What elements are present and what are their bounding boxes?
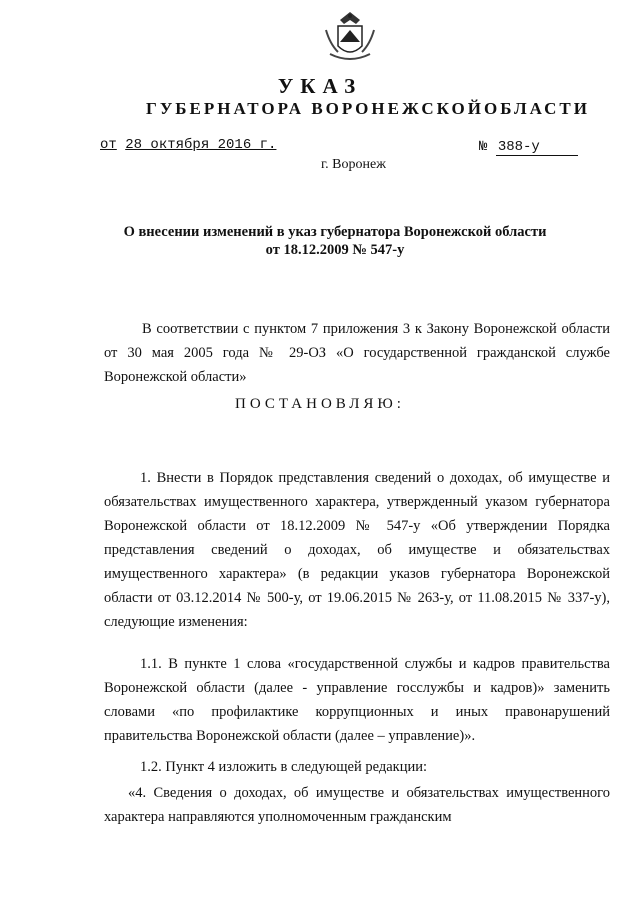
paragraph-1-2: 1.2. Пункт 4 изложить в следующей редакции: [140,759,428,775]
number-value: 388-у [496,139,578,156]
paragraph-1: 1. Внести в Порядок представления сведений о доходах, об имуществе и обязательствах имущественного характера, утвержденный указом губернатора Воронежской области от 18.12.2009 № 547-у «Об утверждении Порядка представления сведений о доходах, об имуществе и обязательствах имущественного характера» (в редакции указов губернатора Воронежской области от 03.12.2014 № 500-у, от 19.06.2015 № 263-у, от 11.08.2015 № 337-у), следующие изменения: [104,470,610,630]
decree-number [479,139,578,156]
decree-date [100,137,276,153]
preamble-paragraph: В соответствии с пунктом 7 приложения 3 к Закону Воронежской области от 30 мая 2005 года № 29-ОЗ «О государственной гражданской службе Воронежской области» [104,321,610,385]
date-value: 28 октября 2016 г. [125,137,277,153]
resolve-heading: ПОСТАНОВЛЯЮ: [235,396,405,412]
decree-title: УКАЗ [277,74,363,98]
decree-subtitle: ГУБЕРНАТОРА ВОРОНЕЖСКОЙОБЛАСТИ [146,99,590,118]
number-prefix: № [479,139,488,155]
paragraph-1-1: 1.1. В пункте 1 слова «государственной службы и кадров правительства Воронежской области (далее - управление госслужбы и кадров)» заменить словами «по профилактике коррупционных и иных правонарушений правительства Воронежской области (далее – управление)». [104,656,610,744]
paragraph-4-quote: «4. Сведения о доходах, об имуществе и обязательствах имущественного характера направляются уполномоченным гражданским [104,785,610,825]
city: г. Воронеж [321,157,386,172]
coat-of-arms-icon [320,8,380,66]
decree-subject: О внесении изменений в указ губернатора Воронежской области от 18.12.2009 № 547-у [123,224,547,258]
date-prefix: от [100,137,117,153]
